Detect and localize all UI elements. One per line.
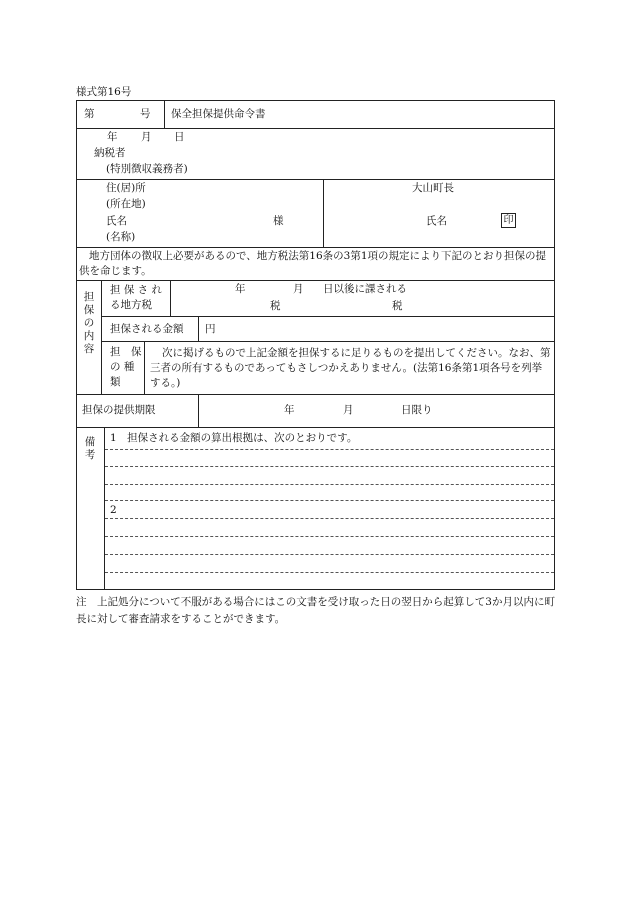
tax-label-1: 担 保 さ れ xyxy=(110,284,163,296)
remarks-item-2: 2 xyxy=(110,504,117,516)
amount-label: 担保される金額 xyxy=(110,323,184,335)
name-label: 氏名 xyxy=(106,215,127,227)
taxpayer-label: 納税者 xyxy=(94,147,126,159)
period-label: 担保の提供期限 xyxy=(82,404,156,416)
document-title: 保全担保提供命令書 xyxy=(171,108,266,120)
remarks-label-char: 備 xyxy=(84,436,96,448)
go-label: 号 xyxy=(140,108,151,120)
date-month: 月 xyxy=(141,131,152,143)
content-label-char: 内 xyxy=(83,330,95,342)
kind-label-1: 担 保 xyxy=(110,346,142,358)
date-day: 日 xyxy=(174,131,185,143)
remarks-label-char: 考 xyxy=(84,449,96,461)
sama-label: 様 xyxy=(273,215,284,227)
name-sub: (名称) xyxy=(106,231,136,243)
kind-label-2: の 種 xyxy=(110,361,135,373)
tax-zei-2: 税 xyxy=(392,300,403,312)
period-day: 日限り xyxy=(401,404,433,416)
dai-label: 第 xyxy=(84,108,95,120)
address-label: 住(居)所 xyxy=(106,182,146,194)
tax-day-text: 日以後に課される xyxy=(323,283,407,295)
period-month: 月 xyxy=(343,404,354,416)
address-sub: (所在地) xyxy=(106,198,146,210)
kind-text: 次に掲げるもので上記金額を担保するに足りるものを提出してください。なお、第三者の所有するものであってもさしつかえありません。(法第16条第1項各号を列挙する。) xyxy=(150,347,551,389)
taxpayer-sub: (特別徴収義務者) xyxy=(106,163,188,175)
tax-month: 月 xyxy=(293,283,304,295)
yen-label: 円 xyxy=(205,323,216,335)
mayor-title: 大山町長 xyxy=(412,182,454,194)
period-year: 年 xyxy=(284,404,295,416)
form-number: 様式第16号 xyxy=(76,86,132,98)
tax-year: 年 xyxy=(235,283,246,295)
footnote: 注 上記処分について不服がある場合にはこの文書を受け取った日の翌日から起算して3か月以内に町長に対して審査請求をすることができます。 xyxy=(76,596,555,625)
remarks-item-1: 1 担保される金額の算出根拠は、次のとおりです。 xyxy=(110,432,358,444)
date-year: 年 xyxy=(107,131,118,143)
content-label-char: 保 xyxy=(83,304,95,316)
seal-box: 印 xyxy=(501,213,516,228)
tax-zei-1: 税 xyxy=(270,300,281,312)
tax-label-2: る地方税 xyxy=(110,299,152,311)
kind-label-3: 類 xyxy=(110,376,121,388)
mayor-name-label: 氏名 xyxy=(426,215,447,227)
content-label-char: 担 xyxy=(83,291,95,303)
notice-text: 地方団体の徴収上必要があるので、地方税法第16条の3第1項の規定により下記のとおり担保の提供を命じます。 xyxy=(79,250,547,277)
content-label-char: 容 xyxy=(83,343,95,355)
content-label-char: の xyxy=(83,317,95,329)
